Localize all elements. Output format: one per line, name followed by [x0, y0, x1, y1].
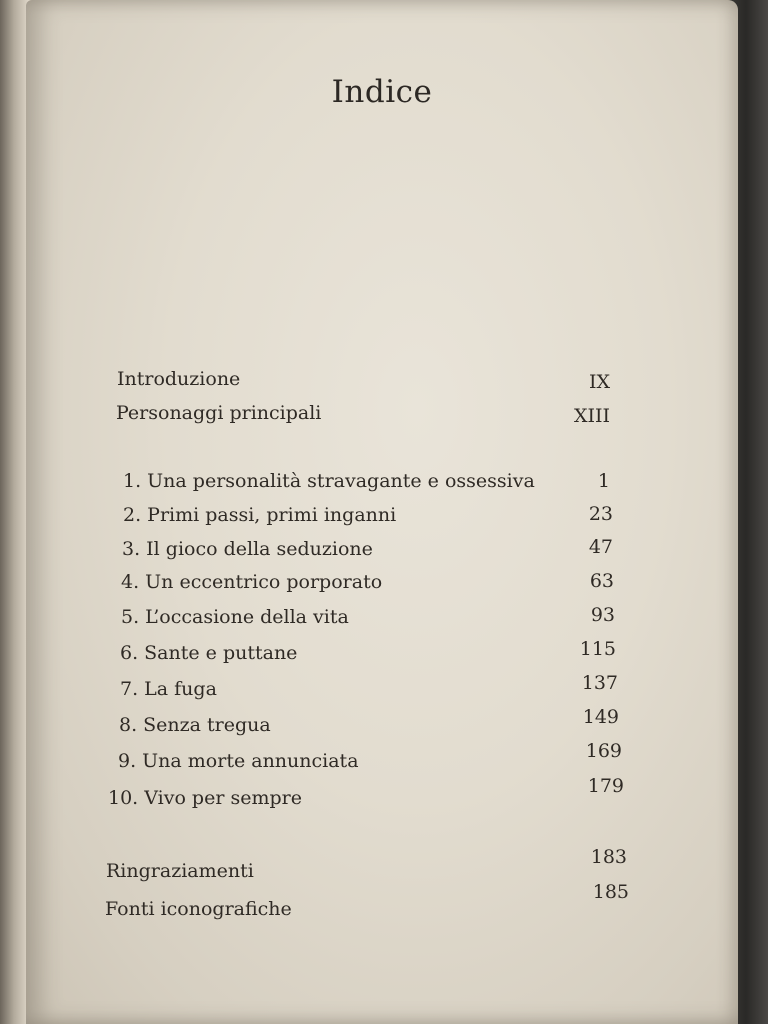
toc-entry-page: 23: [588, 503, 613, 525]
toc-entry-label: 2. Primi passi, primi inganni: [123, 504, 397, 526]
toc-entry-page: 169: [585, 740, 622, 762]
toc-entry-page: 185: [592, 881, 629, 903]
toc-entry-label: 10. Vivo per sempre: [108, 787, 302, 809]
toc-entry-page: 1: [597, 470, 610, 492]
toc-entry-page: 47: [588, 536, 613, 558]
toc-entry-label: Introduzione: [117, 368, 241, 390]
toc-entry-page: 149: [582, 706, 619, 728]
toc-entry-label: 8. Senza tregua: [119, 714, 271, 736]
page-title: Indice: [331, 74, 433, 110]
toc-entry-page: 115: [579, 638, 616, 660]
toc-entry-page: 93: [590, 604, 615, 626]
toc-entry-label: Ringraziamenti: [106, 860, 254, 882]
toc-entry-page: XIII: [573, 405, 610, 427]
toc-entry-page: 137: [581, 672, 618, 694]
toc-entry-page: 63: [589, 570, 614, 592]
toc-entry-label: Personaggi principali: [116, 402, 322, 424]
toc-entry-label: 3. Il gioco della seduzione: [122, 538, 373, 560]
toc-entry-label: 9. Una morte annunciata: [118, 750, 359, 772]
toc-entry-label: 5. L’occasione della vita: [121, 606, 349, 628]
toc-entry-page: 179: [587, 775, 624, 797]
book-page: [26, 0, 738, 1024]
toc-entry-label: 7. La fuga: [120, 678, 217, 700]
toc-entry-label: 1. Una personalità stravagante e ossessiva: [123, 470, 535, 492]
toc-entry-page: 183: [590, 846, 627, 868]
toc-entry-label: 4. Un eccentrico porporato: [121, 571, 383, 593]
toc-entry-label: Fonti iconografiche: [105, 898, 292, 920]
toc-entry-label: 6. Sante e puttane: [120, 642, 298, 664]
toc-entry-page: IX: [588, 371, 610, 393]
